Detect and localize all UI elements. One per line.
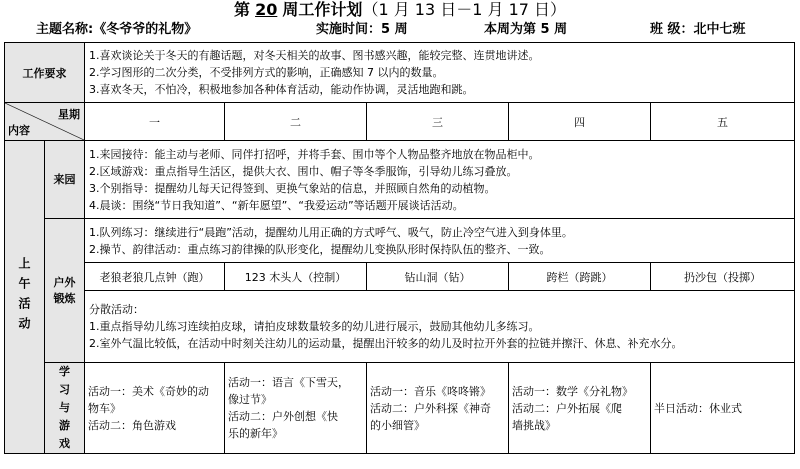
activity-line: 乐的新年》	[228, 427, 283, 440]
activity-line: 物车》	[88, 401, 121, 415]
day-header-tue: 二	[225, 103, 367, 141]
date-range: （1 月 13 日－1 月 17 日）	[362, 0, 567, 19]
learning-wed	[367, 363, 509, 454]
corner-weekday-label: 星期	[58, 108, 80, 121]
learning-thu	[509, 363, 651, 454]
activity-line: 活动二：户外科探《神奇	[370, 401, 491, 415]
weekly-plan-table	[4, 42, 795, 454]
arrival-content	[85, 141, 795, 219]
learning-row	[5, 363, 795, 454]
activity-line: 活动二：户外创想《快	[228, 410, 338, 423]
outdoor-games-row	[5, 263, 795, 291]
outdoor-content	[85, 219, 795, 263]
outdoor-group-row	[5, 291, 795, 363]
group-activity-line: 1.重点指导幼儿练习连续拍皮球，请拍皮球数量较多的幼儿进行展示，鼓励其他幼儿多练习。	[89, 320, 540, 333]
arrival-line: 4.晨谈：围绕“节日我知道”、“新年愿望”、“我爱运动”等话题开展谈话活动。	[89, 198, 464, 212]
title-prefix: 第	[233, 0, 250, 19]
diagonal-corner	[5, 103, 85, 141]
game-thu: 跨栏（跨跳）	[509, 263, 651, 291]
outdoor-label: 户外锻炼	[45, 219, 85, 363]
class-name: 班 级：北中七班	[650, 22, 746, 37]
game-fri: 扔沙包（投掷）	[651, 263, 795, 291]
activity-line: 的小细管》	[370, 418, 425, 432]
day-header-thu: 四	[509, 103, 651, 141]
requirement-line: 1.喜欢谈论关于冬天的有趣话题，对冬天相关的故事、图书感兴趣，能较完整、连贯地讲述。	[89, 49, 540, 62]
arrival-label: 来园	[45, 141, 85, 219]
outdoor-row	[5, 219, 795, 263]
game-mon: 老狼老狼几点钟（跑）	[85, 263, 225, 291]
activity-line: 活动一：数学《分礼物》	[512, 384, 633, 398]
game-tue: 123 木头人（控制）	[225, 263, 367, 291]
day-header-row	[5, 103, 795, 141]
arrival-line: 1.来园接待：能主动与老师、同伴打招呼，并将手套、围巾等个人物品整齐地放在物品柜中。	[89, 147, 540, 161]
learning-label: 学习与游戏	[45, 363, 85, 454]
activity-line: 活动一：美术《奇妙的动	[88, 384, 209, 398]
day-header-wed: 三	[367, 103, 509, 141]
activity-line: 活动二：户外拓展《爬	[512, 401, 622, 415]
group-activity-line: 2.室外气温比较低，在活动中时刻关注幼儿的运动量，提醒出汗较多的幼儿及时拉开外套的拉链并擦汗、休息、补充水分。	[89, 337, 683, 350]
week-number: 20	[255, 0, 278, 19]
outdoor-line: 1.队列练习：继续进行“晨跑”活动，提醒幼儿用正确的方式呼气、吸气，防止冷空气进入到身体里。	[89, 225, 573, 239]
group-activity-line: 分散活动：	[89, 303, 144, 316]
day-header-mon: 一	[85, 103, 225, 141]
activity-line: 半日活动：休业式	[654, 401, 742, 415]
group-activity-content	[85, 291, 795, 363]
activity-line: 活动一：语言《下雪天，	[228, 376, 349, 389]
learning-fri	[651, 363, 795, 454]
learning-tue	[225, 363, 367, 454]
work-requirements-row	[5, 43, 795, 103]
activity-line: 活动二：角色游戏	[88, 418, 176, 432]
game-wed: 钻山洞（钻）	[367, 263, 509, 291]
day-header-fri: 五	[651, 103, 795, 141]
title-suffix: 周工作计划	[282, 0, 363, 19]
arrival-line: 2.区域游戏：重点指导生活区，提供大衣、围巾、帽子等冬季服饰，引导幼儿练习叠放。	[89, 164, 518, 178]
morning-section-label: 上午活动	[5, 141, 45, 454]
activity-line: 墙挑战》	[512, 418, 556, 432]
learning-mon	[85, 363, 225, 454]
activity-line: 活动一：音乐《咚咚锵》	[370, 384, 491, 398]
arrival-line: 3.个别指导：提醒幼儿每天记得签到、更换气象站的信息，并照顾自然角的动植物。	[89, 181, 496, 195]
current-week: 本周为第 5 周	[484, 22, 568, 37]
requirement-line: 2.学习图形的二次分类，不受排列方式的影响，正确感知 7 以内的数量。	[89, 66, 444, 79]
page-title	[0, 0, 800, 20]
arrival-row	[5, 141, 795, 219]
activity-line: 像过节》	[228, 393, 272, 406]
duration: 实施时间：5 周	[316, 22, 408, 37]
theme-name: 主题名称:《冬爷爷的礼物》	[36, 22, 198, 37]
corner-content-label: 内容	[8, 124, 30, 137]
requirement-line: 3.喜欢冬天，不怕冷，积极地参加各种体育活动，能动作协调，灵活地跑和跳。	[89, 83, 474, 96]
outdoor-line: 2.操节、韵律活动：重点练习韵律操的队形变化，提醒幼儿变换队形时保持队伍的整齐、一致。	[89, 242, 551, 256]
work-requirements-label: 工作要求	[5, 43, 85, 103]
work-requirements-content	[85, 43, 795, 103]
